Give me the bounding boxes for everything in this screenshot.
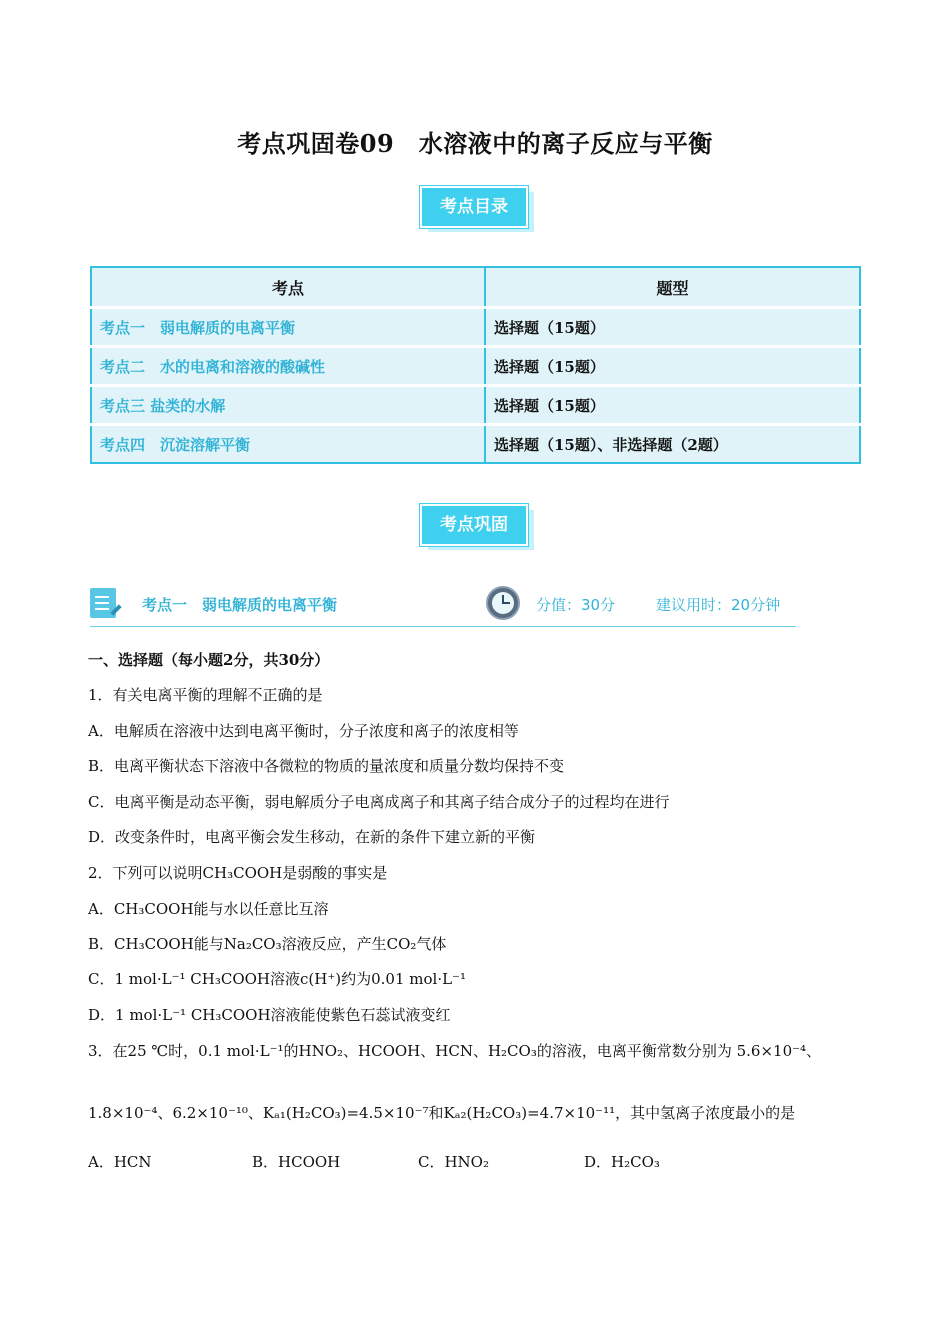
question-1-option-c: C．电离平衡是动态平衡，弱电解质分子电离成离子和其离子结合成分子的过程均在进行 [88, 793, 670, 811]
question-3-option-a: A．HCN [88, 1153, 152, 1171]
table-row [91, 386, 860, 425]
type-cell: 选择题（15题） [485, 347, 860, 386]
header-type: 题型 [485, 267, 860, 308]
topic-cell: 考点一 弱电解质的电离平衡 [91, 308, 485, 347]
topic-cell: 考点三 盐类的水解 [91, 386, 485, 425]
toc-badge-label: 考点目录 [420, 186, 528, 228]
type-cell: 选择题（15题）、非选择题（2题） [485, 425, 860, 464]
table-row [91, 308, 860, 347]
topic-cell: 考点二 水的电离和溶液的酸碱性 [91, 347, 485, 386]
section-header [90, 586, 796, 627]
question-1-option-d: D．改变条件时，电离平衡会发生移动，在新的条件下建立新的平衡 [88, 828, 536, 846]
question-3-option-b: B．HCOOH [252, 1153, 341, 1171]
page-title: 考点巩固卷09 水溶液中的离子反应与平衡 [237, 129, 713, 158]
part-heading: 一、选择题（每小题2分，共30分） [88, 651, 330, 669]
topic-cell: 考点四 沉淀溶解平衡 [91, 425, 485, 464]
question-2-option-c: C．1 mol·L⁻¹ CH₃COOH溶液c(H⁺)约为0.01 mol·L⁻¹ [88, 970, 466, 988]
toc-badge [420, 186, 530, 228]
table-row [91, 347, 860, 386]
question-2-option-d: D．1 mol·L⁻¹ CH₃COOH溶液能使紫色石蕊试液变红 [88, 1006, 451, 1024]
question-2-option-b: B．CH₃COOH能与Na₂CO₃溶液反应，产生CO₂气体 [88, 935, 447, 953]
review-badge-label: 考点巩固 [420, 504, 528, 546]
table-header-row [91, 267, 860, 308]
table-row [91, 425, 860, 464]
question-3-option-c: C．HNO₂ [418, 1153, 489, 1171]
type-cell: 选择题（15题） [485, 386, 860, 425]
question-2-option-a: A．CH₃COOH能与水以任意比互溶 [88, 900, 329, 918]
question-3-line-1: 3．在25 ℃时，0.1 mol·L⁻¹的HNO₂、HCOOH、HCN、H₂CO₃的溶液，电离平衡常数分别为 5.6×10⁻⁴、 [88, 1042, 822, 1060]
section-time: 建议用时：20分钟 [656, 596, 781, 614]
type-cell: 选择题（15题） [485, 308, 860, 347]
clock-icon [486, 586, 520, 620]
question-1-option-a: A．电解质在溶液中达到电离平衡时，分子浓度和离子的浓度相等 [88, 722, 519, 740]
question-3-option-d: D．H₂CO₃ [584, 1153, 660, 1171]
header-topic: 考点 [91, 267, 485, 308]
question-1-stem: 1．有关电离平衡的理解不正确的是 [88, 686, 323, 704]
section-score: 分值：30分 [536, 596, 616, 614]
section-name: 考点一 弱电解质的电离平衡 [142, 596, 338, 614]
question-3-line-2: 1.8×10⁻⁴、6.2×10⁻¹⁰、Kₐ₁(H₂CO₃)=4.5×10⁻⁷和Kₐ₂(H₂CO₃)=4.7×10⁻¹¹，其中氢离子浓度最小的是 [88, 1104, 796, 1122]
review-badge [420, 504, 530, 546]
topic-table [90, 266, 861, 464]
question-1-option-b: B．电离平衡状态下溶液中各微粒的物质的量浓度和质量分数均保持不变 [88, 757, 565, 775]
question-2-stem: 2．下列可以说明CH₃COOH是弱酸的事实是 [88, 864, 388, 882]
